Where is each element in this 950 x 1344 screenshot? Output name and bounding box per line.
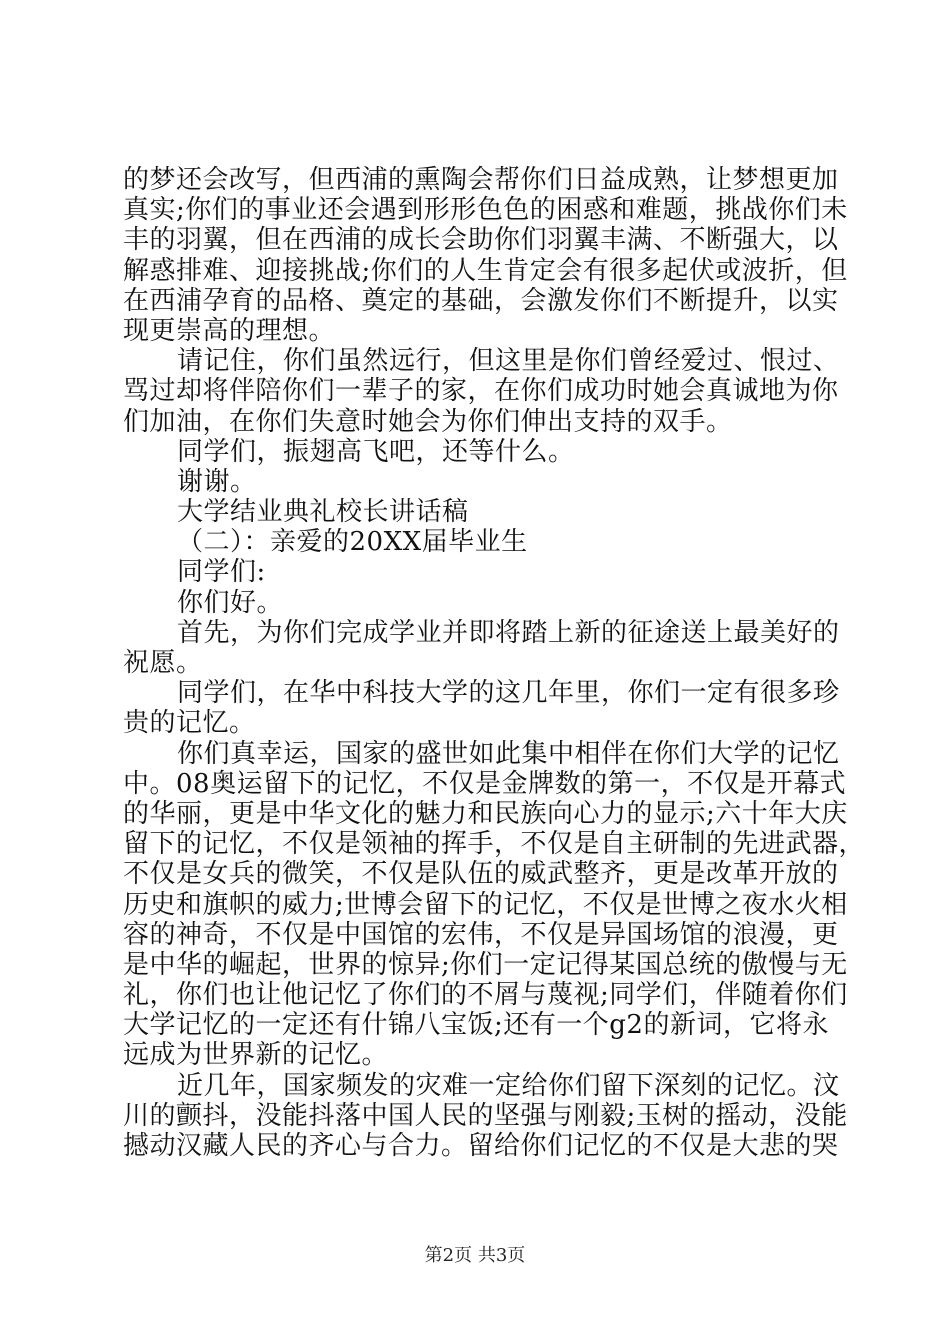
text-line: 骂过却将伴陪你们一辈子的家，在你们成功时她会真诚地为你: [123, 376, 839, 406]
text-line: 是中华的崛起，世界的惊异;你们一定记得某国总统的傲慢与无: [123, 950, 848, 980]
text-line: 贵的记忆。: [123, 708, 256, 738]
text-line: 们加油，在你们失意时她会为你们伸出支持的双手。: [123, 407, 733, 437]
text-line: 不仅是女兵的微笑，不仅是队伍的威武整齐，更是改革开放的: [123, 859, 839, 889]
text-line: 现更崇高的理想。: [123, 316, 336, 346]
text-line: 丰的羽翼，但在西浦的成长会助你们羽翼丰满、不断强大，以: [123, 225, 839, 255]
text-line: 同学们，振翅高飞吧，还等什么。: [177, 437, 575, 467]
text-line: 留下的记忆，不仅是领袖的挥手，不仅是自主研制的先进武器，: [123, 829, 866, 859]
text-line: 同学们，在华中科技大学的这几年里，你们一定有很多珍: [177, 678, 840, 708]
text-line: 解惑排难、迎接挑战;你们的人生肯定会有很多起伏或波折，但: [123, 256, 848, 286]
text-line: 同学们:: [177, 557, 266, 587]
text-line: 撼动汉藏人民的齐心与合力。留给你们记忆的不仅是大悲的哭: [123, 1131, 839, 1161]
text-line: 首先，为你们完成学业并即将踏上新的征途送上最美好的: [177, 618, 840, 648]
text-line: 的梦还会改写，但西浦的熏陶会帮你们日益成熟，让梦想更加: [123, 165, 839, 195]
text-line: 历史和旗帜的威力;世博会留下的记忆，不仅是世博之夜水火相: [123, 890, 848, 920]
text-line: 的华丽，更是中华文化的魅力和民族向心力的显示;六十年大庆: [123, 799, 848, 829]
text-line: 大学记忆的一定还有什锦八宝饭;还有一个g2的新词，它将永: [123, 1010, 829, 1040]
text-line: 川的颤抖，没能抖落中国人民的坚强与刚毅;玉树的摇动，没能: [123, 1101, 848, 1131]
text-line: （二）：亲爱的20XX届毕业生: [177, 527, 528, 557]
text-line: 礼，你们也让他记忆了你们的不屑与蔑视;同学们，伴随着你们: [123, 980, 848, 1010]
text-line: 祝愿。: [123, 648, 203, 678]
text-line: 中。08奥运留下的记忆，不仅是金牌数的第一，不仅是开幕式: [123, 769, 847, 799]
text-line: 你们真幸运，国家的盛世如此集中相伴在你们大学的记忆: [177, 739, 840, 769]
text-line: 真实;你们的事业还会遇到形形色色的困惑和难题，挑战你们未: [123, 195, 848, 225]
text-line: 你们好。: [177, 588, 284, 618]
text-line: 远成为世界新的记忆。: [123, 1040, 389, 1070]
section-title: 大学结业典礼校长讲话稿: [177, 497, 469, 527]
text-line: 谢谢。: [177, 467, 257, 497]
text-line: 请记住，你们虽然远行，但这里是你们曾经爱过、恨过、: [177, 346, 840, 376]
text-line: 近几年，国家频发的灾难一定给你们留下深刻的记忆。汶: [177, 1071, 840, 1101]
text-line: 容的神奇，不仅是中国馆的宏伟，不仅是异国场馆的浪漫，更: [123, 920, 839, 950]
page-footer: 第2页 共3页: [424, 1245, 526, 1266]
text-line: 在西浦孕育的品格、奠定的基础，会激发你们不断提升，以实: [123, 286, 839, 316]
